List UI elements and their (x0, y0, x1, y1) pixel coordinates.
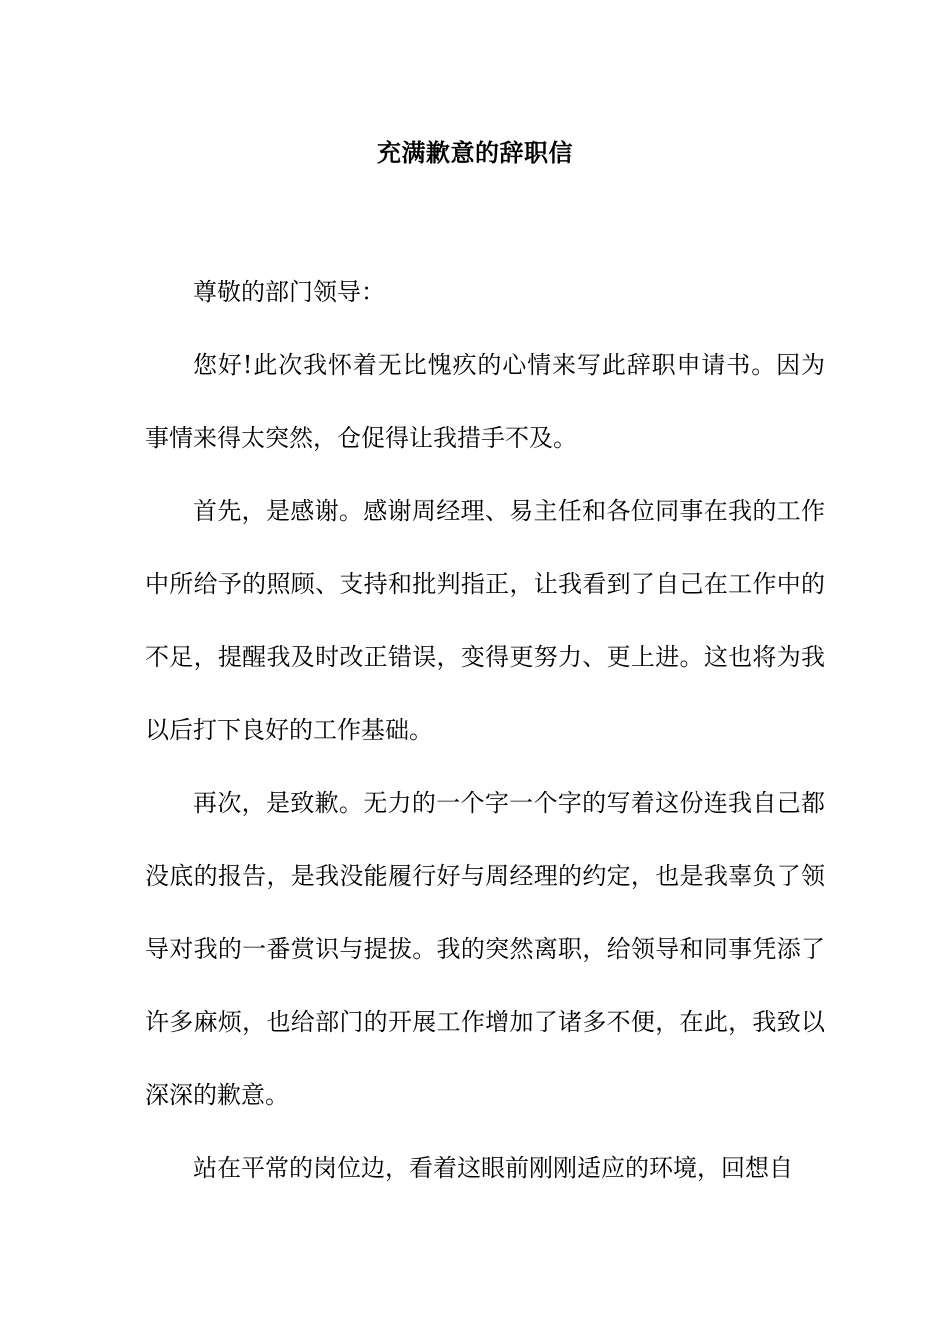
paragraph-thanks: 首先，是感谢。感谢周经理、易主任和各位同事在我的工作中所给予的照顾、支持和批判指正，让我看到了自己在工作中的不足，提醒我及时改正错误，变得更努力、更上进。这也将为我以后打下良好的工作基础。 (145, 497, 825, 744)
letter-body (145, 256, 825, 1205)
document-title: 充满歉意的辞职信 (377, 138, 573, 167)
paragraph-apology: 再次，是致歉。无力的一个字一个字的写着这份连我自己都没底的报告，是我没能履行好与周经理的约定，也是我辜负了领导对我的一番赏识与提拔。我的突然离职，给领导和同事凭添了许多麻烦，也给部门的开展工作增加了诸多不便，在此，我致以深深的歉意。 (145, 789, 825, 1109)
salutation: 尊敬的部门领导： (193, 278, 385, 306)
paragraph-greeting: 您好!此次我怀着无比愧疚的心情来写此辞职申请书。因为事情来得太突然，仓促得让我措手不及。 (145, 351, 825, 452)
paragraph-reflection: 站在平常的岗位边，看着这眼前刚刚适应的环境，回想自 (193, 1154, 793, 1182)
